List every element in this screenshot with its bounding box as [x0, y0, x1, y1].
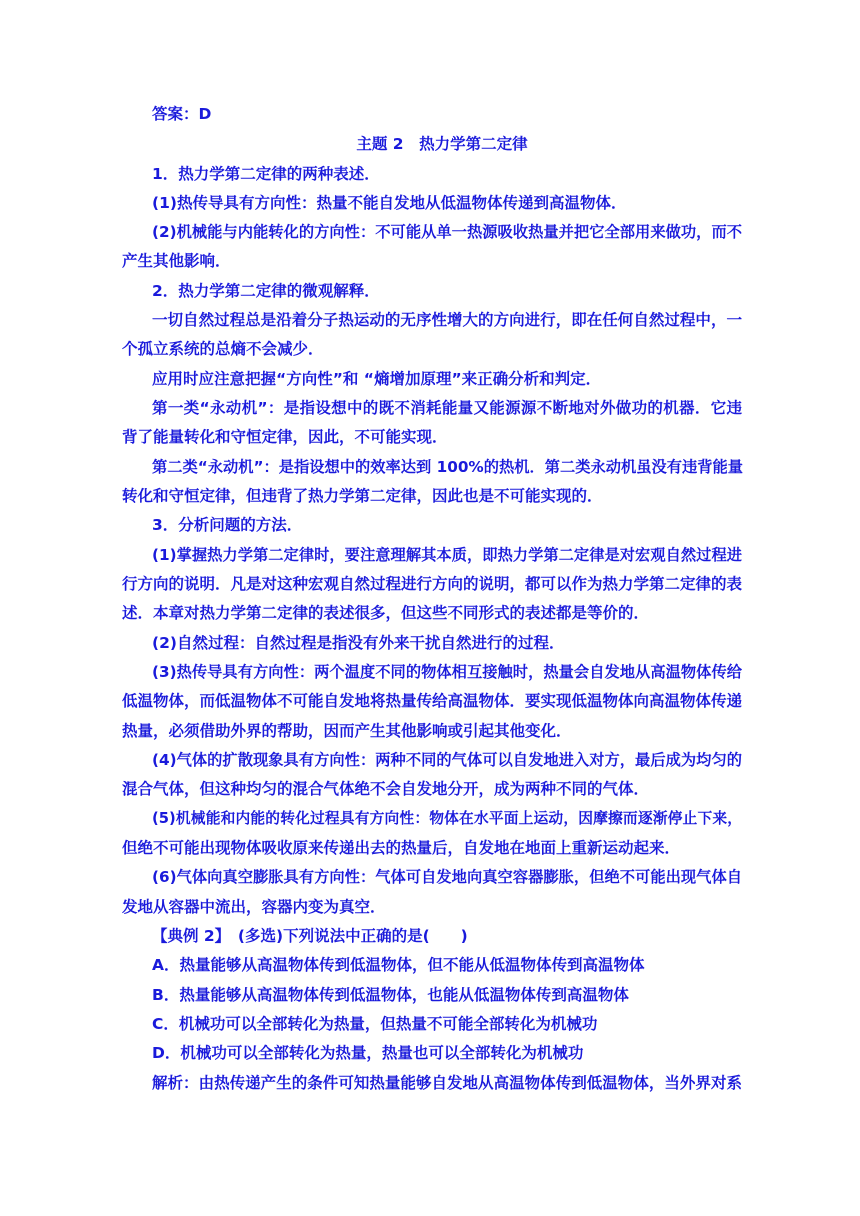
section-3-item-6-line-1: (6)气体向真空膨胀具有方向性：气体可自发地向真空容器膨胀，但绝不可能出现气体自: [152, 868, 742, 886]
option-c: C．机械功可以全部转化为热量，但热量不可能全部转化为机械功: [152, 1015, 598, 1033]
section-2-para-3-line-1: 第一类“永动机”：是指设想中的既不消耗能量又能源源不断地对外做功的机器．它违: [152, 399, 742, 417]
section-2-heading: 2．热力学第二定律的微观解释．: [152, 282, 380, 300]
section-2-para-3-line-2: 背了能量转化和守恒定律，因此，不可能实现．: [122, 428, 448, 446]
section-2-para-1-line-2: 个孤立系统的总熵不会减少．: [122, 340, 324, 358]
option-d: D．机械功可以全部转化为热量，热量也可以全部转化为机械功: [152, 1044, 584, 1062]
section-3-heading: 3．分析问题的方法．: [152, 516, 303, 534]
section-3-item-4-line-1: (4)气体的扩散现象具有方向性：两种不同的气体可以自发地进入对方，最后成为均匀的: [152, 751, 742, 769]
section-3-item-6-line-2: 发地从容器中流出，容器内变为真空．: [122, 898, 386, 916]
section-3-item-5-line-1: (5)机械能和内能的转化过程具有方向性：物体在水平面上运动，因摩擦而逐渐停止下来，: [152, 810, 742, 827]
topic-title: 主题 2 热力学第二定律: [356, 135, 528, 153]
answer-line: 答案：D: [152, 105, 212, 123]
section-1-item-2-line-2: 产生其他影响．: [122, 252, 231, 270]
section-3-item-4-line-2: 混合气体，但这种均匀的混合气体绝不会自发地分开，成为两种不同的气体．: [122, 780, 650, 798]
section-3-item-3-line-2: 低温物体，而低温物体不可能自发地将热量传给高温物体．要实现低温物体向高温物体传递: [122, 692, 743, 710]
section-3-item-3-line-1: (3)热传导具有方向性：两个温度不同的物体相互接触时，热量会自发地从高温物体传给: [152, 663, 742, 681]
section-3-item-2: (2)自然过程：自然过程是指没有外来干扰自然进行的过程．: [152, 634, 565, 652]
section-1-item-2-line-1: (2)机械能与内能转化的方向性：不可能从单一热源吸收热量并把它全部用来做功，而不: [152, 223, 742, 241]
analysis-line-1: 解析：由热传递产生的条件可知热量能够自发地从高温物体传到低温物体，当外界对系: [152, 1074, 742, 1092]
section-2-para-4-line-2: 转化和守恒定律，但违背了热力学第二定律，因此也是不可能实现的．: [122, 487, 603, 505]
option-a: A．热量能够从高温物体传到低温物体，但不能从低温物体传到高温物体: [152, 956, 645, 974]
section-1-heading: 1．热力学第二定律的两种表述．: [152, 165, 380, 183]
section-3-item-1-line-2: 行方向的说明．凡是对这种宏观自然过程进行方向的说明，都可以作为热力学第二定律的表: [122, 575, 743, 593]
section-3-item-3-line-3: 热量，必须借助外界的帮助，因而产生其他影响或引起其他变化．: [122, 722, 572, 740]
section-2-para-4-line-1: 第二类“永动机”：是指设想中的效率达到 100%的热机．第二类永动机虽没有违背能量: [152, 458, 743, 476]
section-2-para-2: 应用时应注意把握“方向性”和 “熵增加原理”来正确分析和判定．: [152, 370, 602, 388]
section-3-item-1-line-3: 述．本章对热力学第二定律的表述很多，但这些不同形式的表述都是等价的．: [122, 604, 650, 622]
example-title: 【典例 2】 (多选)下列说法中正确的是( ): [152, 927, 468, 945]
section-2-para-1-line-1: 一切自然过程总是沿着分子热运动的无序性增大的方向进行，即在任何自然过程中，一: [152, 311, 742, 329]
section-3-item-5-line-2: 但绝不可能出现物体吸收原来传递出去的热量后，自发地在地面上重新运动起来．: [122, 839, 681, 857]
option-b: B．热量能够从高温物体传到低温物体，也能从低温物体传到高温物体: [152, 986, 629, 1004]
section-3-item-1-line-1: (1)掌握热力学第二定律时，要注意理解其本质，即热力学第二定律是对宏观自然过程进: [152, 546, 742, 564]
section-1-item-1: (1)热传导具有方向性：热量不能自发地从低温物体传递到高温物体．: [152, 194, 627, 212]
